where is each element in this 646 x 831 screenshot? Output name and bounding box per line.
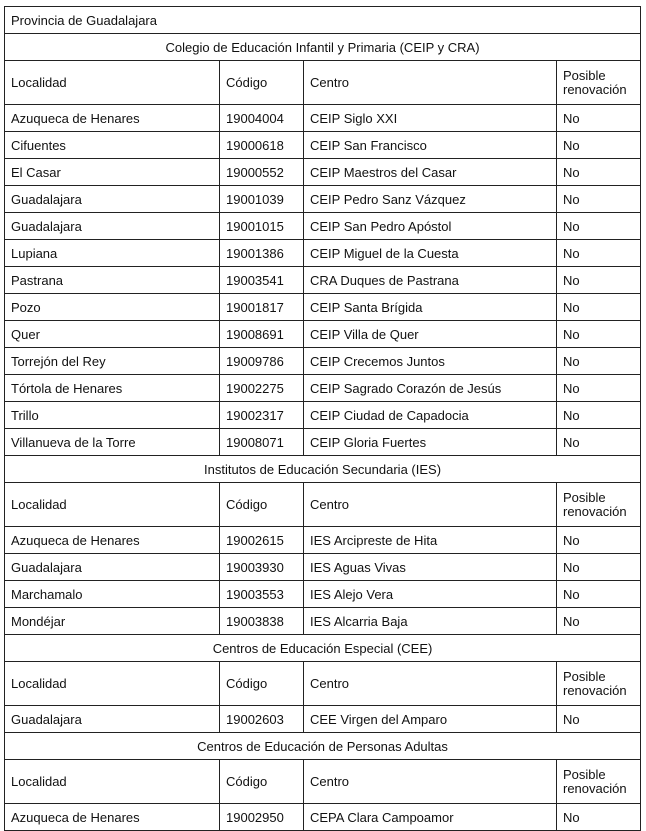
section-title-row — [5, 34, 641, 61]
cell-renovacion: No — [557, 527, 641, 554]
cell-codigo: 19002615 — [220, 527, 304, 554]
section-title: Centros de Educación Especial (CEE) — [5, 635, 641, 662]
cell-localidad: Pastrana — [5, 267, 220, 294]
cell-renovacion: No — [557, 213, 641, 240]
table-row — [5, 186, 641, 213]
header-centro: Centro — [304, 760, 557, 804]
cell-codigo: 19001015 — [220, 213, 304, 240]
cell-localidad: Mondéjar — [5, 608, 220, 635]
cell-localidad: Guadalajara — [5, 213, 220, 240]
table-row — [5, 804, 641, 831]
cell-codigo: 19001817 — [220, 294, 304, 321]
cell-renovacion: No — [557, 706, 641, 733]
table-row — [5, 554, 641, 581]
column-header-row — [5, 61, 641, 105]
column-header-row — [5, 483, 641, 527]
cell-renovacion: No — [557, 105, 641, 132]
cell-centro: CEIP Maestros del Casar — [304, 159, 557, 186]
cell-centro: CEE Virgen del Amparo — [304, 706, 557, 733]
header-codigo: Código — [220, 61, 304, 105]
cell-renovacion: No — [557, 267, 641, 294]
cell-renovacion: No — [557, 186, 641, 213]
cell-localidad: Villanueva de la Torre — [5, 429, 220, 456]
cell-codigo: 19002603 — [220, 706, 304, 733]
table-row — [5, 105, 641, 132]
header-renovacion: Posible renovación — [557, 662, 641, 706]
header-centro: Centro — [304, 483, 557, 527]
cell-codigo: 19002275 — [220, 375, 304, 402]
table-row — [5, 213, 641, 240]
header-renovacion: Posible renovación — [557, 483, 641, 527]
table-row — [5, 348, 641, 375]
cell-localidad: Cifuentes — [5, 132, 220, 159]
cell-localidad: Trillo — [5, 402, 220, 429]
cell-codigo: 19001386 — [220, 240, 304, 267]
section-title: Colegio de Educación Infantil y Primaria (CEIP y CRA) — [5, 34, 641, 61]
section-title: Institutos de Educación Secundaria (IES) — [5, 456, 641, 483]
cell-centro: CEPA Clara Campoamor — [304, 804, 557, 831]
table-row — [5, 429, 641, 456]
table-row — [5, 581, 641, 608]
cell-codigo: 19000552 — [220, 159, 304, 186]
cell-localidad: Lupiana — [5, 240, 220, 267]
cell-codigo: 19009786 — [220, 348, 304, 375]
section-title: Centros de Educación de Personas Adultas — [5, 733, 641, 760]
cell-codigo: 19003541 — [220, 267, 304, 294]
header-localidad: Localidad — [5, 760, 220, 804]
section-title-row — [5, 635, 641, 662]
cell-renovacion: No — [557, 608, 641, 635]
header-localidad: Localidad — [5, 483, 220, 527]
header-codigo: Código — [220, 760, 304, 804]
table-row — [5, 132, 641, 159]
cell-centro: IES Alcarria Baja — [304, 608, 557, 635]
cell-centro: CEIP Santa Brígida — [304, 294, 557, 321]
cell-localidad: Torrejón del Rey — [5, 348, 220, 375]
table-row — [5, 294, 641, 321]
cell-codigo: 19001039 — [220, 186, 304, 213]
cell-localidad: Pozo — [5, 294, 220, 321]
cell-localidad: Azuqueca de Henares — [5, 804, 220, 831]
column-header-row — [5, 662, 641, 706]
header-codigo: Código — [220, 662, 304, 706]
table-row — [5, 706, 641, 733]
cell-renovacion: No — [557, 402, 641, 429]
header-renovacion: Posible renovación — [557, 760, 641, 804]
cell-codigo: 19002317 — [220, 402, 304, 429]
cell-centro: CEIP Gloria Fuertes — [304, 429, 557, 456]
cell-centro: CEIP Crecemos Juntos — [304, 348, 557, 375]
cell-centro: CEIP Villa de Quer — [304, 321, 557, 348]
cell-codigo: 19003553 — [220, 581, 304, 608]
table-body — [5, 7, 641, 831]
header-codigo: Código — [220, 483, 304, 527]
cell-centro: CEIP San Francisco — [304, 132, 557, 159]
cell-centro: IES Aguas Vivas — [304, 554, 557, 581]
cell-localidad: Marchamalo — [5, 581, 220, 608]
section-title-row — [5, 456, 641, 483]
cell-codigo: 19004004 — [220, 105, 304, 132]
section-title-row — [5, 733, 641, 760]
cell-localidad: Quer — [5, 321, 220, 348]
cell-codigo: 19000618 — [220, 132, 304, 159]
cell-localidad: Azuqueca de Henares — [5, 105, 220, 132]
cell-codigo: 19008071 — [220, 429, 304, 456]
cell-renovacion: No — [557, 294, 641, 321]
cell-renovacion: No — [557, 554, 641, 581]
centros-table — [4, 6, 641, 831]
cell-codigo: 19003930 — [220, 554, 304, 581]
cell-renovacion: No — [557, 375, 641, 402]
province-title-row — [5, 7, 641, 34]
cell-localidad: Guadalajara — [5, 554, 220, 581]
province-title: Provincia de Guadalajara — [5, 7, 641, 34]
header-localidad: Localidad — [5, 61, 220, 105]
header-centro: Centro — [304, 61, 557, 105]
cell-centro: CEIP San Pedro Apóstol — [304, 213, 557, 240]
column-header-row — [5, 760, 641, 804]
header-localidad: Localidad — [5, 662, 220, 706]
table-row — [5, 402, 641, 429]
cell-centro: CEIP Pedro Sanz Vázquez — [304, 186, 557, 213]
table-row — [5, 159, 641, 186]
header-renovacion: Posible renovación — [557, 61, 641, 105]
table-row — [5, 527, 641, 554]
cell-renovacion: No — [557, 240, 641, 267]
cell-localidad: Azuqueca de Henares — [5, 527, 220, 554]
cell-codigo: 19003838 — [220, 608, 304, 635]
cell-codigo: 19002950 — [220, 804, 304, 831]
cell-centro: IES Arcipreste de Hita — [304, 527, 557, 554]
cell-centro: CRA Duques de Pastrana — [304, 267, 557, 294]
header-centro: Centro — [304, 662, 557, 706]
cell-centro: IES Alejo Vera — [304, 581, 557, 608]
cell-renovacion: No — [557, 321, 641, 348]
cell-renovacion: No — [557, 804, 641, 831]
cell-renovacion: No — [557, 581, 641, 608]
cell-renovacion: No — [557, 132, 641, 159]
table-row — [5, 375, 641, 402]
cell-localidad: Tórtola de Henares — [5, 375, 220, 402]
cell-centro: CEIP Sagrado Corazón de Jesús — [304, 375, 557, 402]
table-row — [5, 240, 641, 267]
table-row — [5, 267, 641, 294]
cell-renovacion: No — [557, 429, 641, 456]
cell-localidad: Guadalajara — [5, 186, 220, 213]
table-row — [5, 608, 641, 635]
cell-renovacion: No — [557, 159, 641, 186]
cell-centro: CEIP Ciudad de Capadocia — [304, 402, 557, 429]
cell-renovacion: No — [557, 348, 641, 375]
cell-localidad: El Casar — [5, 159, 220, 186]
table-row — [5, 321, 641, 348]
cell-centro: CEIP Siglo XXI — [304, 105, 557, 132]
cell-codigo: 19008691 — [220, 321, 304, 348]
cell-localidad: Guadalajara — [5, 706, 220, 733]
cell-centro: CEIP Miguel de la Cuesta — [304, 240, 557, 267]
